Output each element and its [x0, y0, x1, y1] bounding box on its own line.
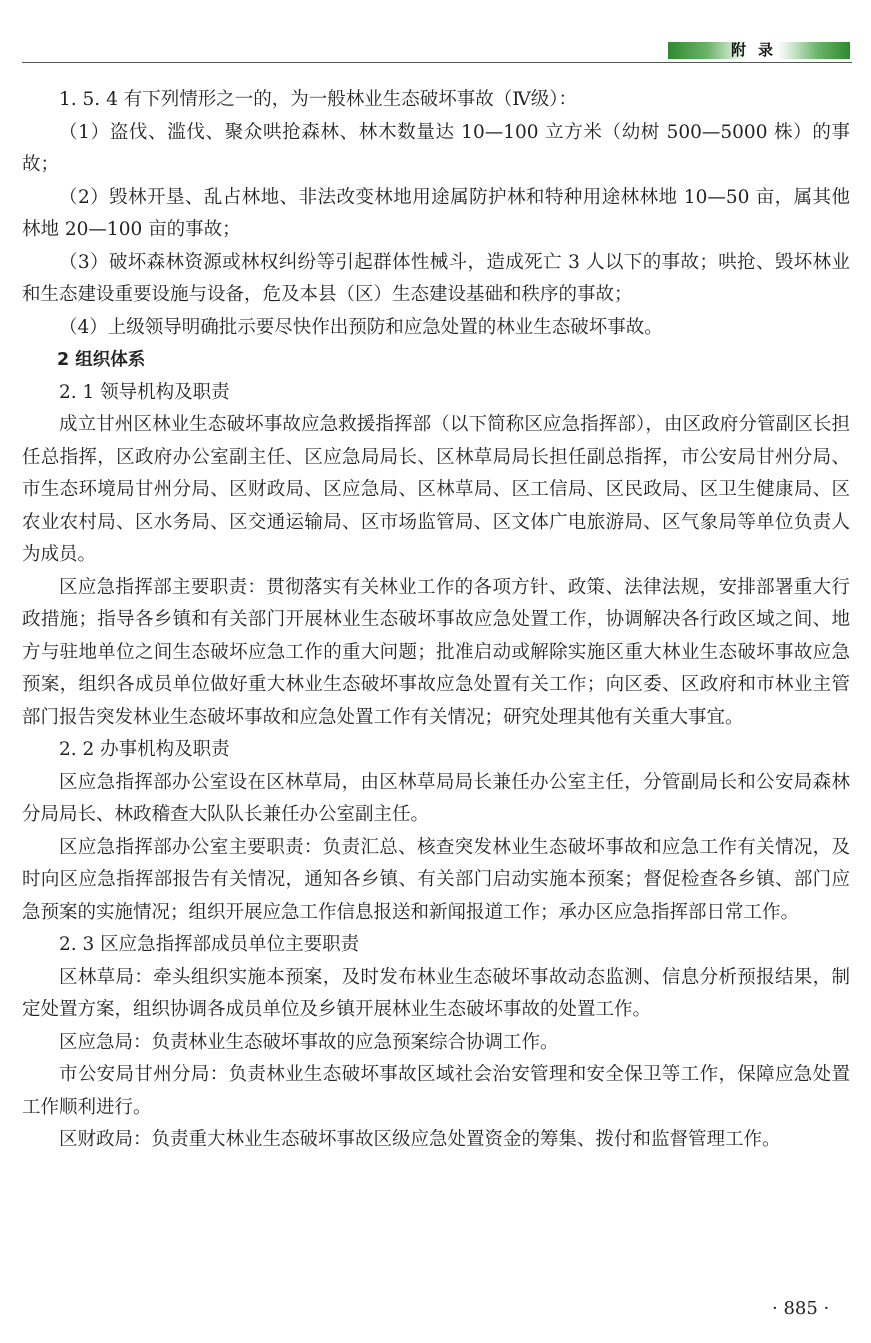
paragraph-forestry-bureau: 区林草局：牵头组织实施本预案，及时发布林业生态破坏事故动态监测、信息分析预报结果，制定处置方案，组织协调各成员单位及乡镇开展林业生态破坏事故的处置工作。 [22, 966, 850, 1020]
paragraph-command-duties: 区应急指挥部主要职责：贯彻落实有关林业工作的各项方针、政策、法律法规，安排部署重大行政措施；指导各乡镇和有关部门开展林业生态破坏事故应急处置工作，协调解决各行政区域之间、地方与驻地单位之间生态破坏应急工作的重大问题；批准启动或解除实施区重大林业生态破坏事故应急预案，组织各成员单位做好重大林业生态破坏事故应急处置有关工作；向区委、区政府和市林业主管部门报告突发林业生态破坏事故和应急处置工作有关情况；研究处理其他有关重大事宜。 [22, 576, 850, 728]
subsection-2-3-heading: 2. 3 区应急指挥部成员单位主要职责 [59, 934, 360, 955]
paragraph-public-security: 市公安局甘州分局：负责林业生态破坏事故区域社会治安管理和安全保卫等工作，保障应急处置工作顺利进行。 [22, 1064, 850, 1118]
clause-item-4: （4）上级领导明确批示要尽快作出预防和应急处置的林业生态破坏事故。 [59, 316, 663, 338]
paragraph-command-establishment: 成立甘州区林业生态破坏事故应急救援指挥部（以下简称区应急指挥部），由区政府分管副区长担任总指挥，区政府办公室副主任、区应急局局长、区林草局局长担任副总指挥，市公安局甘州分局、市生态环境局甘州分局、区财政局、区应急局、区林草局、区工信局、区民政局、区卫生健康局、区农业农村局、区水务局、区交通运输局、区市场监管局、区文体广电旅游局、区气象局等单位负责人为成员。 [22, 414, 850, 565]
clause-item-3: （3）破坏森林资源或林权纠纷等引起群体性械斗，造成死亡 3 人以下的事故；哄抢、毁坏林业和生态建设重要设施与设备，危及本县（区）生态建设基础和秩序的事故； [22, 251, 850, 305]
paragraph-office-setup: 区应急指挥部办公室设在区林草局，由区林草局局长兼任办公室主任，分管副局长和公安局森林分局局长、林政稽查大队队长兼任办公室副主任。 [22, 771, 850, 825]
subsection-2-2-heading: 2. 2 办事机构及职责 [59, 739, 230, 760]
clause-1-5-4-title: 1. 5. 4 有下列情形之一的，为一般林业生态破坏事故（Ⅳ级）： [59, 89, 577, 110]
section-2-heading: 2 组织体系 [57, 350, 146, 370]
clause-item-1: （1）盗伐、滥伐、聚众哄抢森林、林木数量达 10—100 立方米（幼树 500—5000 株）的事故； [22, 121, 850, 175]
body-text [22, 84, 850, 1157]
clause-item-2: （2）毁林开垦、乱占林地、非法改变林地用途属防护林和特种用途林林地 10—50 亩，属其他林地 20—100 亩的事故； [22, 186, 850, 240]
page-number: · 885 · [772, 1298, 830, 1319]
subsection-2-1-heading: 2. 1 领导机构及职责 [59, 381, 230, 403]
header-rule [22, 62, 852, 63]
paragraph-office-duties: 区应急指挥部办公室主要职责：负责汇总、核查突发林业生态破坏事故和应急工作有关情况，及时向区应急指挥部报告有关情况，通知各乡镇、有关部门启动实施本预案；督促检查各乡镇、部门应急预案的实施情况；组织开展应急工作信息报送和新闻报道工作；承办区应急指挥部日常工作。 [22, 836, 850, 923]
header-label: 附录 [730, 41, 785, 59]
paragraph-finance-bureau: 区财政局：负责重大林业生态破坏事故区级应急处置资金的筹集、拨付和监督管理工作。 [59, 1129, 781, 1150]
paragraph-emergency-bureau: 区应急局：负责林业生态破坏事故的应急预案综合协调工作。 [59, 1031, 559, 1053]
